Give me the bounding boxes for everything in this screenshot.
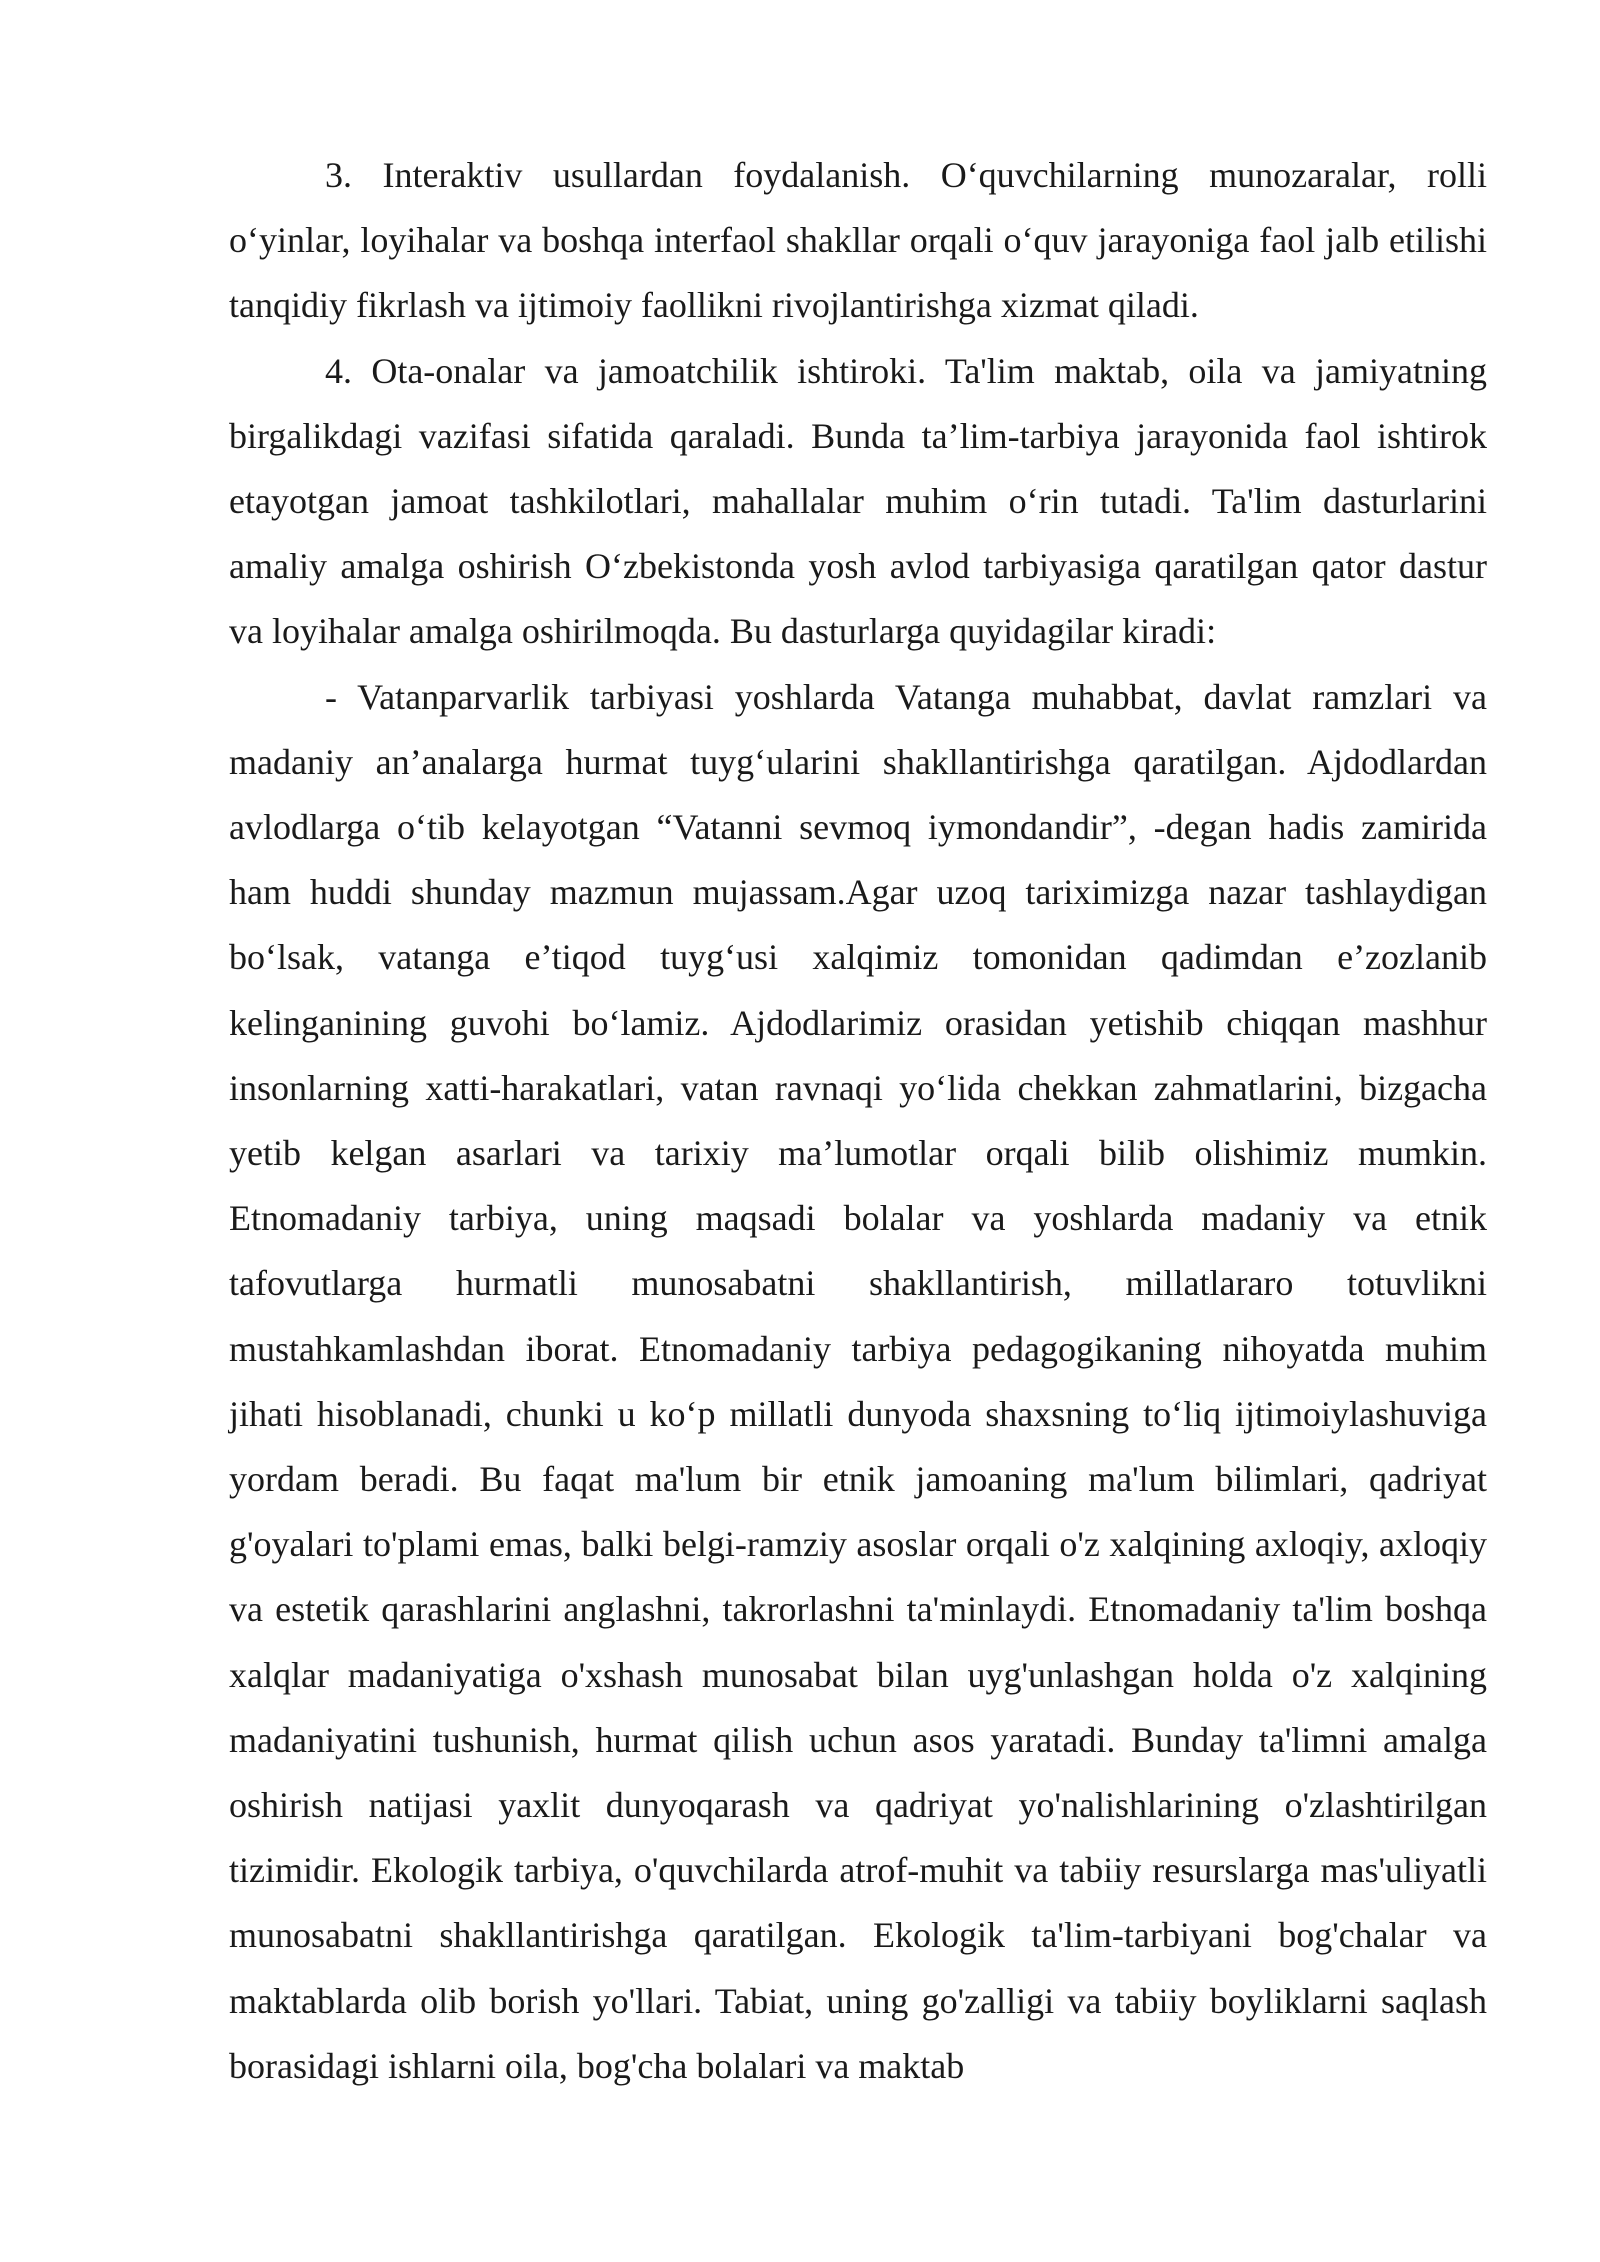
paragraph-patriotic-education: - Vatanparvarlik tarbiyasi yoshlarda Vatanga muhabbat, davlat ramzlari va madaniy an’analarga hurmat tuyg‘ularini shakllantirishga qaratilgan. Ajdodlardan avlodlarga o‘tib kelayotgan “Vatanni sevmoq iymondandir”, -degan hadis zamirida ham huddi shunday mazmun mujassam.Agar uzoq tariximizga nazar tashlaydigan bo‘lsak, vatanga e’tiqod tuyg‘usi xalqimiz tomonidan qadimdan e’zozlanib kelinganining guvohi bo‘lamiz. Ajdodlarimiz orasidan yetishib chiqqan mashhur insonlarning xatti-harakatlari, vatan ravnaqi yo‘lida chekkan zahmatlarini, bizgacha yetib kelgan asarlari va tarixiy ma’lumotlar orqali bilib olishimiz mumkin. Etnomadaniy tarbiya, uning maqsadi bolalar va yoshlarda madaniy va etnik tafovutlarga hurmatli munosabatni shakllantirish, millatlararo totuvlikni mustahkamlashdan iborat. Etnomadaniy tarbiya pedagogikaning nihoyatda muhim jihati hisoblanadi, chunki u ko‘p millatli dunyoda shaxsning to‘liq ijtimoiylashuviga yordam beradi. Bu faqat ma'lum bir etnik jamoaning ma'lum bilimlari, qadriyat g'oyalari to'plami emas, balki belgi-ramziy asoslar orqali o'z xalqining axloqiy, axloqiy va estetik qarashlarini anglashni, takrorlashni ta'minlaydi. Etnomadaniy ta'lim boshqa xalqlar madaniyatiga o'xshash munosabat bilan uyg'unlashgan holda o'z xalqining madaniyatini tushunish, hurmat qilish uchun asos yaratadi. Bunday ta'limni amalga oshirish natijasi yaxlit dunyoqarash va qadriyat yo'nalishlarining o'zlashtirilgan tizimidir. Ekologik tarbiya, o'quvchilarda atrof-muhit va tabiiy resurslarga mas'uliyatli munosabatni shakllantirishga qaratilgan. Ekologik ta'lim-tarbiyani bog'chalar va maktablarda olib borish yo'llari. Tabiat, uning go'zalligi va tabiiy boyliklarni saqlash borasidagi ishlarni oila, bog'cha bolalari va maktab [229, 676, 1487, 2086]
document-body [229, 143, 1487, 2099]
paragraph-parents-community: 4. Ota-onalar va jamoatchilik ishtiroki. Ta'lim maktab, oila va jamiyatning birgalikdagi vazifasi sifatida qaraladi. Bunda ta’lim-tarbiya jarayonida faol ishtirok etayotgan jamoat tashkilotlari, mahallalar muhim o‘rin tutadi. Ta'lim dasturlarini amaliy amalga oshirish O‘zbekistonda yosh avlod tarbiyasiga qaratilgan qator dastur va loyihalar amalga oshirilmoqda. Bu dasturlarga quyidagilar kiradi: [229, 350, 1487, 652]
paragraph-interactive-methods: 3. Interaktiv usullardan foydalanish. O‘quvchilarning munozaralar, rolli o‘yinlar, loyihalar va boshqa interfaol shakllar orqali o‘quv jarayoniga faol jalb etilishi tanqidiy fikrlash va ijtimoiy faollikni rivojlantirishga xizmat qiladi. [229, 155, 1487, 326]
